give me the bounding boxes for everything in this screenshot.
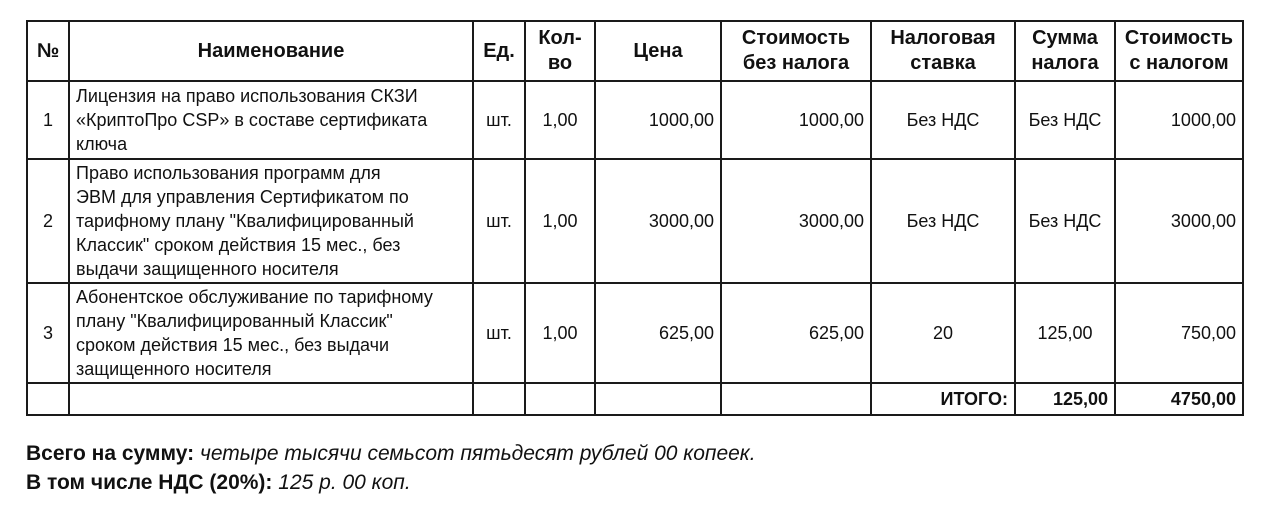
header-name: Наименование (69, 21, 473, 81)
row-qty: 1,00 (525, 159, 595, 283)
row-price: 625,00 (595, 283, 721, 383)
row-num: 1 (27, 81, 69, 159)
table-row (27, 159, 1243, 283)
summary-vat-value: 125 р. 00 коп. (278, 471, 411, 494)
row-num: 3 (27, 283, 69, 383)
row-price: 3000,00 (595, 159, 721, 283)
row-qty: 1,00 (525, 81, 595, 159)
row-price: 1000,00 (595, 81, 721, 159)
header-tax-rate: Налоговая ставка (871, 21, 1015, 81)
total-blank (595, 383, 721, 415)
row-qty: 1,00 (525, 283, 595, 383)
row-num: 2 (27, 159, 69, 283)
total-blank (27, 383, 69, 415)
row-cost-with-tax: 750,00 (1115, 283, 1243, 383)
row-tax-rate: Без НДС (871, 159, 1015, 283)
total-row (27, 383, 1243, 415)
row-name: Лицензия на право использования СКЗИ «КриптоПро CSP» в составе сертификата ключа (69, 81, 473, 159)
row-cost-with-tax: 3000,00 (1115, 159, 1243, 283)
total-tax-sum: 125,00 (1015, 383, 1115, 415)
row-tax-sum: 125,00 (1015, 283, 1115, 383)
row-tax-sum: Без НДС (1015, 81, 1115, 159)
table-row (27, 81, 1243, 159)
total-cost-with-tax: 4750,00 (1115, 383, 1243, 415)
header-price: Цена (595, 21, 721, 81)
total-label: ИТОГО: (871, 383, 1015, 415)
row-tax-rate: Без НДС (871, 81, 1015, 159)
row-unit: шт. (473, 159, 525, 283)
row-cost-no-tax: 1000,00 (721, 81, 871, 159)
row-tax-sum: Без НДС (1015, 159, 1115, 283)
row-name: Абонентское обслуживание по тарифному плану "Квалифицированный Классик" сроком действия 15 мес., без выдачи защищенного носителя (69, 283, 473, 383)
row-unit: шт. (473, 81, 525, 159)
row-tax-rate: 20 (871, 283, 1015, 383)
row-name: Право использования программ для ЭВМ для управления Сертификатом по тарифному плану "Квалифицированный Классик" сроком действия 15 мес., без выдачи защищенного носителя (69, 159, 473, 283)
summary-vat-line (26, 469, 411, 497)
header-unit: Ед. (473, 21, 525, 81)
row-unit: шт. (473, 283, 525, 383)
total-blank (473, 383, 525, 415)
total-blank (69, 383, 473, 415)
header-cost-with-tax: Стоимость с налогом (1115, 21, 1243, 81)
total-blank (721, 383, 871, 415)
summary-total-line (26, 440, 756, 468)
header-num: № (27, 21, 69, 81)
table-header-row (27, 21, 1243, 81)
summary-total-label: Всего на сумму: (26, 442, 195, 465)
table-row (27, 283, 1243, 383)
row-cost-no-tax: 3000,00 (721, 159, 871, 283)
row-cost-no-tax: 625,00 (721, 283, 871, 383)
header-tax-sum: Сумма налога (1015, 21, 1115, 81)
summary-total-words: четыре тысячи семьсот пятьдесят рублей 00 копеек. (199, 442, 756, 465)
summary-vat-label: В том числе НДС (20%): (26, 471, 273, 494)
invoice-table (26, 20, 1244, 416)
header-qty: Кол- во (525, 21, 595, 81)
total-blank (525, 383, 595, 415)
header-cost-no-tax: Стоимость без налога (721, 21, 871, 81)
row-cost-with-tax: 1000,00 (1115, 81, 1243, 159)
